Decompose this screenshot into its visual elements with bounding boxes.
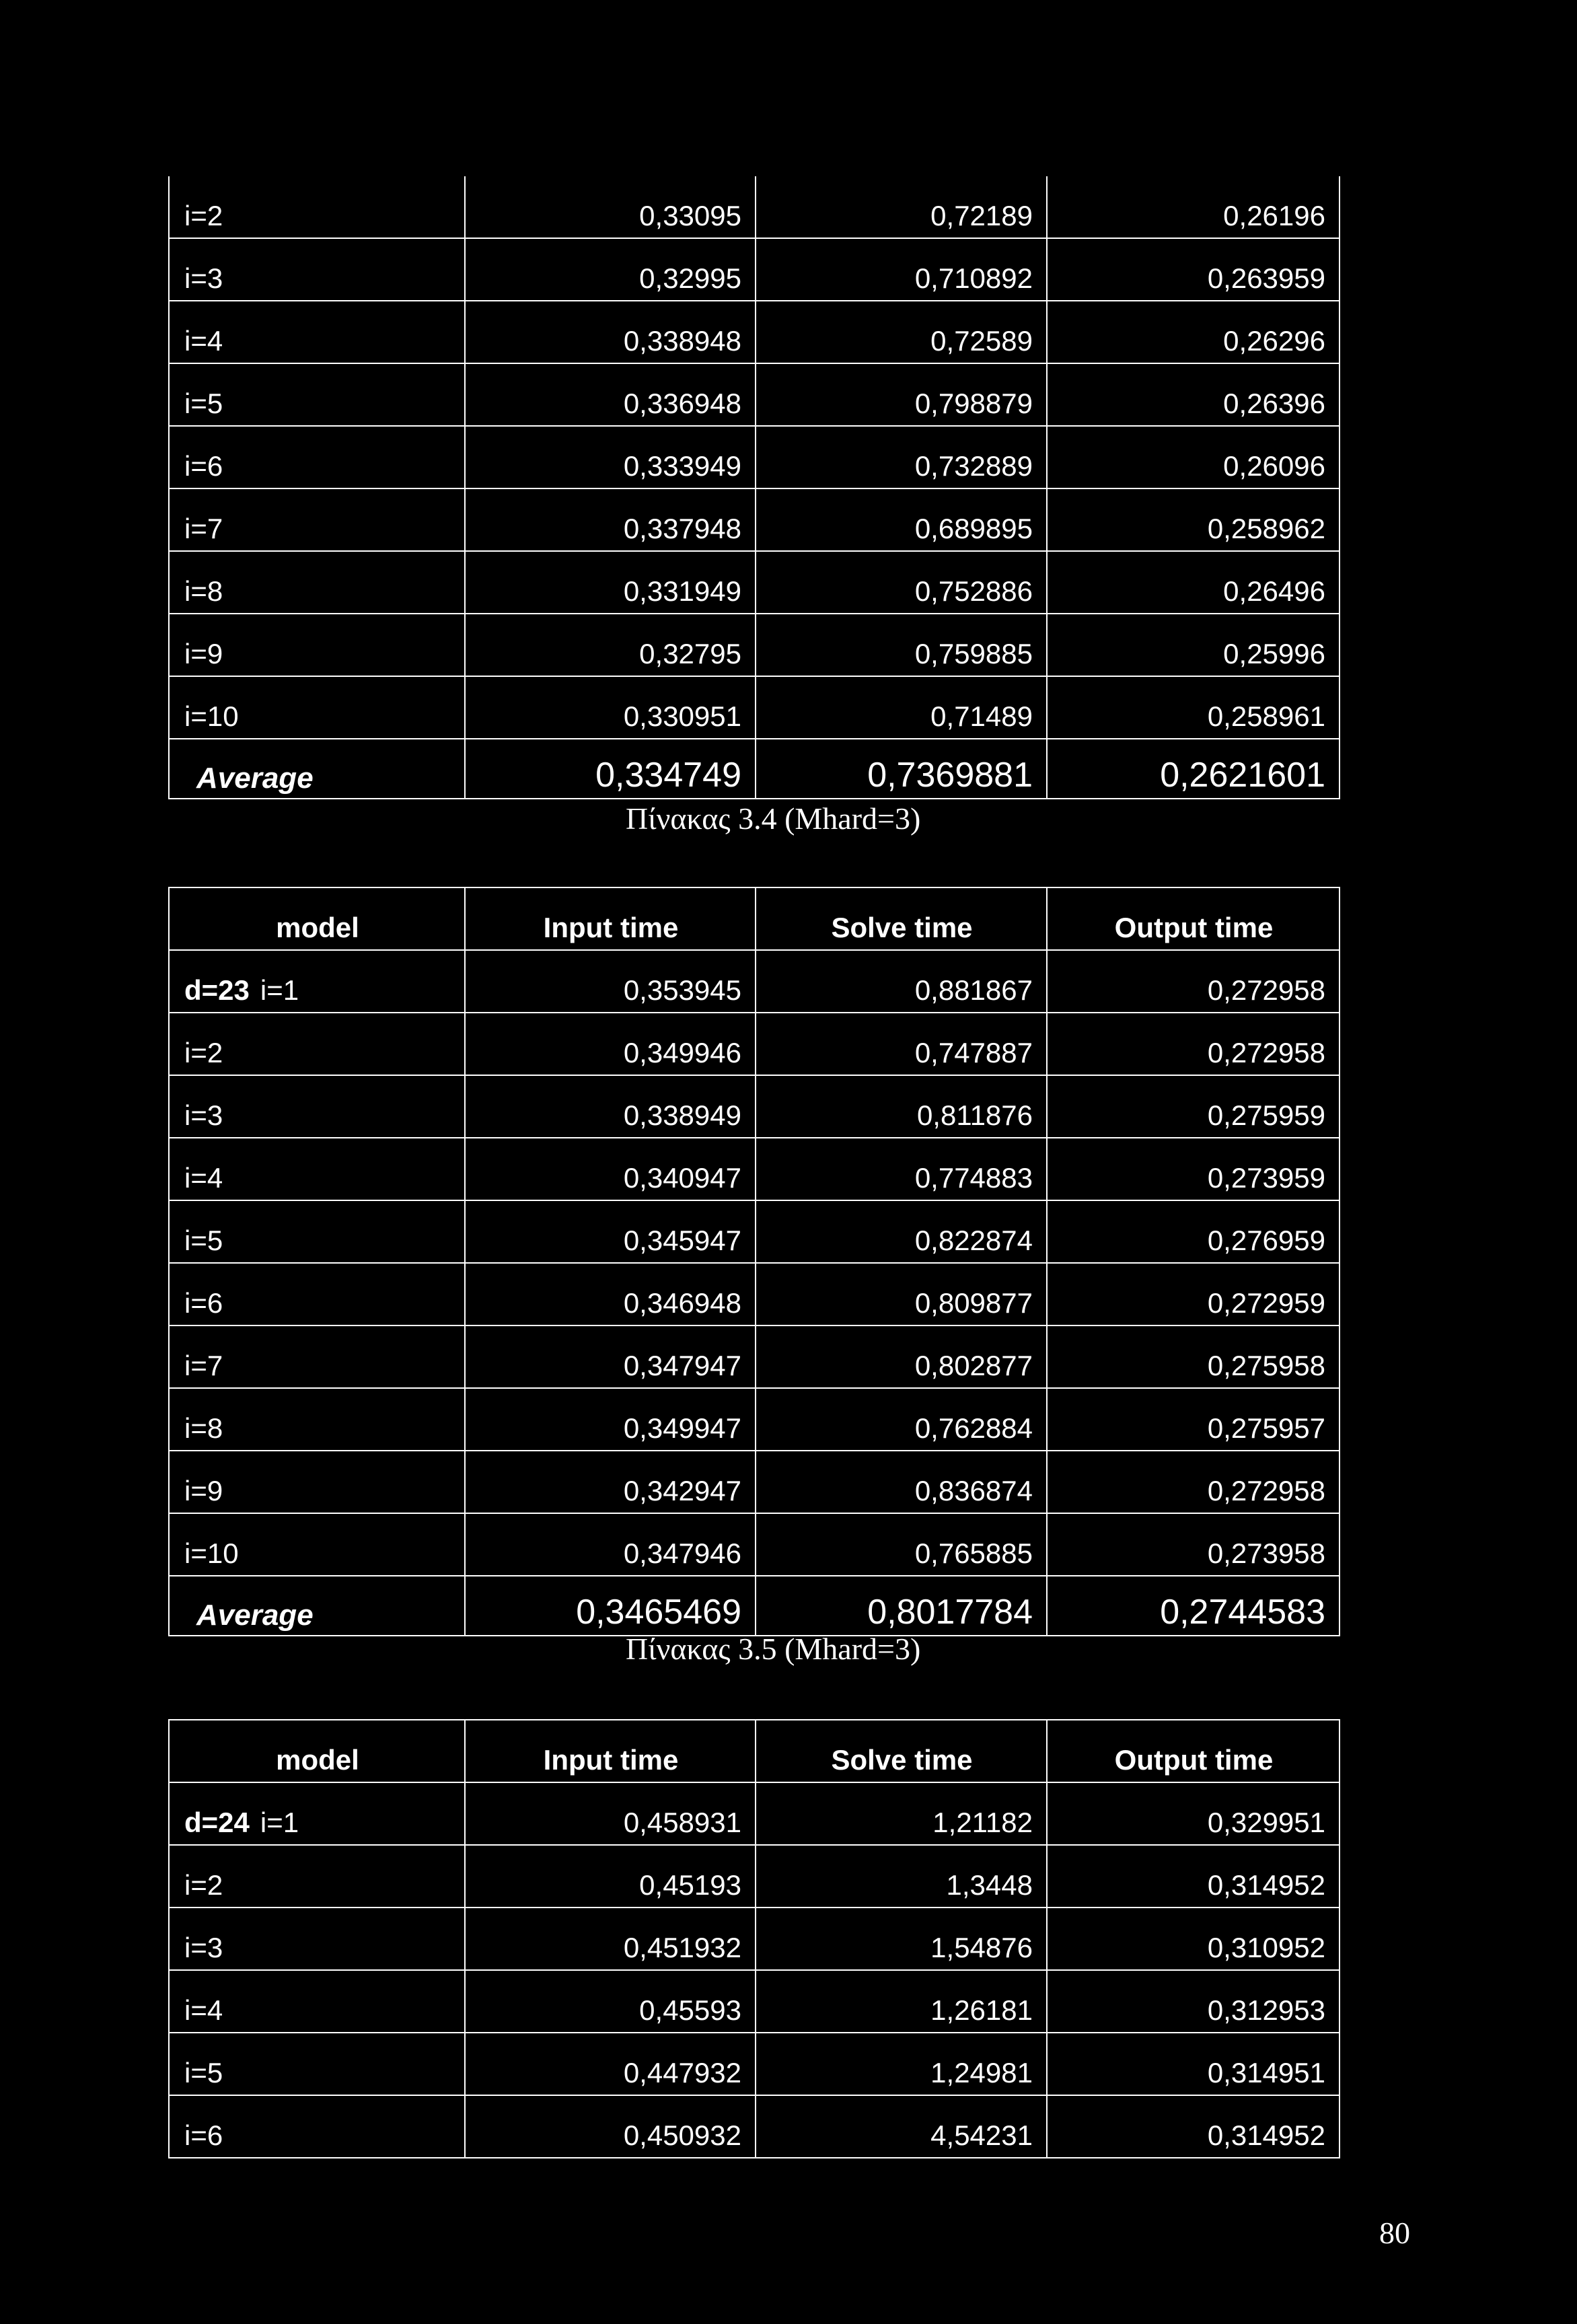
output-time-cell: 0,272958 — [1047, 1451, 1340, 1513]
input-time-cell: 0,458931 — [465, 1782, 756, 1845]
solve-time-cell: 0,765885 — [756, 1513, 1047, 1576]
input-time-cell: 0,349947 — [465, 1388, 756, 1451]
output-time-cell: 0,310952 — [1047, 1908, 1340, 1970]
header-solve-time: Solve time — [756, 1720, 1047, 1782]
row-label: i=3 — [169, 1908, 465, 1970]
row-label: i=2 — [169, 176, 465, 238]
table-row — [169, 676, 1340, 739]
input-time-cell: 0,32995 — [465, 238, 756, 301]
header-output-time: Output time — [1047, 1720, 1340, 1782]
solve-time-cell: 0,689895 — [756, 488, 1047, 551]
row-label: i=6 — [169, 1263, 465, 1326]
output-time-cell: 0,273959 — [1047, 1138, 1340, 1200]
table-caption-3-4: Πίνακας 3.4 (Mhard=3) — [626, 801, 921, 836]
average-output-time: 0,2744583 — [1047, 1576, 1340, 1636]
solve-time-cell: 0,72189 — [756, 176, 1047, 238]
table-row — [169, 1388, 1340, 1451]
average-input-time: 0,3465469 — [465, 1576, 756, 1636]
input-time-cell: 0,32795 — [465, 614, 756, 676]
table-row — [169, 950, 1340, 1013]
input-time-cell: 0,451932 — [465, 1908, 756, 1970]
solve-time-cell: 1,26181 — [756, 1970, 1047, 2033]
output-time-cell: 0,314952 — [1047, 2095, 1340, 2158]
input-time-cell: 0,338948 — [465, 301, 756, 363]
row-label: i=2 — [169, 1013, 465, 1075]
table-body — [169, 176, 1340, 799]
output-time-cell: 0,26196 — [1047, 176, 1340, 238]
output-time-cell: 0,275959 — [1047, 1075, 1340, 1138]
solve-time-cell: 0,71489 — [756, 676, 1047, 739]
row-label: i=10 — [169, 676, 465, 739]
solve-time-cell: 0,747887 — [756, 1013, 1047, 1075]
table-row — [169, 426, 1340, 488]
solve-time-cell: 0,836874 — [756, 1451, 1047, 1513]
output-time-cell: 0,25996 — [1047, 614, 1340, 676]
row-label: i=8 — [169, 551, 465, 614]
row-label: i=9 — [169, 614, 465, 676]
output-time-cell: 0,263959 — [1047, 238, 1340, 301]
row-label: i=7 — [169, 1326, 465, 1388]
header-input-time: Input time — [465, 1720, 756, 1782]
output-time-cell: 0,272959 — [1047, 1263, 1340, 1326]
input-time-cell: 0,346948 — [465, 1263, 756, 1326]
model-d-label: d=23 — [184, 974, 250, 1006]
row-label: i=6 — [169, 426, 465, 488]
row-label — [169, 1782, 465, 1845]
input-time-cell: 0,333949 — [465, 426, 756, 488]
output-time-cell: 0,312953 — [1047, 1970, 1340, 2033]
row-label: i=4 — [169, 1138, 465, 1200]
table-row — [169, 2095, 1340, 2158]
input-time-cell: 0,450932 — [465, 2095, 756, 2158]
average-output-time: 0,2621601 — [1047, 739, 1340, 799]
output-time-cell: 0,275958 — [1047, 1326, 1340, 1388]
table-header-row — [169, 887, 1340, 950]
output-time-cell: 0,258961 — [1047, 676, 1340, 739]
header-model: model — [169, 1720, 465, 1782]
solve-time-cell: 1,24981 — [756, 2033, 1047, 2095]
table-row — [169, 1970, 1340, 2033]
header-input-time: Input time — [465, 887, 756, 950]
solve-time-cell: 0,822874 — [756, 1200, 1047, 1263]
average-label: Average — [169, 1576, 465, 1636]
table-header-row — [169, 1720, 1340, 1782]
row-label: i=3 — [169, 238, 465, 301]
solve-time-cell: 0,802877 — [756, 1326, 1047, 1388]
output-time-cell: 0,26096 — [1047, 426, 1340, 488]
header-model: model — [169, 887, 465, 950]
table-row — [169, 1845, 1340, 1908]
output-time-cell: 0,258962 — [1047, 488, 1340, 551]
input-time-cell: 0,337948 — [465, 488, 756, 551]
solve-time-cell: 0,72589 — [756, 301, 1047, 363]
input-time-cell: 0,340947 — [465, 1138, 756, 1200]
output-time-cell: 0,272958 — [1047, 1013, 1340, 1075]
solve-time-cell: 0,798879 — [756, 363, 1047, 426]
output-time-cell: 0,26296 — [1047, 301, 1340, 363]
row-label: i=9 — [169, 1451, 465, 1513]
input-time-cell: 0,347947 — [465, 1326, 756, 1388]
average-row — [169, 1576, 1340, 1636]
solve-time-cell: 0,774883 — [756, 1138, 1047, 1200]
average-solve-time: 0,8017784 — [756, 1576, 1047, 1636]
results-table-d24 — [168, 1719, 1340, 2158]
input-time-cell: 0,353945 — [465, 950, 756, 1013]
row-label: i=7 — [169, 488, 465, 551]
iteration-label: i=1 — [260, 974, 299, 1006]
row-label — [169, 950, 465, 1013]
row-label: i=4 — [169, 301, 465, 363]
table-row — [169, 1513, 1340, 1576]
input-time-cell: 0,447932 — [465, 2033, 756, 2095]
table-row — [169, 488, 1340, 551]
table-row — [169, 1075, 1340, 1138]
input-time-cell: 0,45593 — [465, 1970, 756, 2033]
output-time-cell: 0,329951 — [1047, 1782, 1340, 1845]
solve-time-cell: 0,710892 — [756, 238, 1047, 301]
table-row — [169, 176, 1340, 238]
output-time-cell: 0,273958 — [1047, 1513, 1340, 1576]
results-table-d22 — [168, 176, 1340, 799]
solve-time-cell: 0,811876 — [756, 1075, 1047, 1138]
header-solve-time: Solve time — [756, 887, 1047, 950]
output-time-cell: 0,314951 — [1047, 2033, 1340, 2095]
row-label: i=5 — [169, 2033, 465, 2095]
input-time-cell: 0,45193 — [465, 1845, 756, 1908]
table-row — [169, 1200, 1340, 1263]
solve-time-cell: 1,3448 — [756, 1845, 1047, 1908]
row-label: i=5 — [169, 363, 465, 426]
output-time-cell: 0,26496 — [1047, 551, 1340, 614]
input-time-cell: 0,338949 — [465, 1075, 756, 1138]
results-table-d23 — [168, 887, 1340, 1636]
input-time-cell: 0,330951 — [465, 676, 756, 739]
table-row — [169, 614, 1340, 676]
solve-time-cell: 0,752886 — [756, 551, 1047, 614]
output-time-cell: 0,275957 — [1047, 1388, 1340, 1451]
table-body — [169, 950, 1340, 1636]
average-row — [169, 739, 1340, 799]
table-row — [169, 1908, 1340, 1970]
table-row — [169, 2033, 1340, 2095]
table-row — [169, 1326, 1340, 1388]
input-time-cell: 0,33095 — [465, 176, 756, 238]
page-number: 80 — [1379, 2216, 1410, 2250]
row-label: i=4 — [169, 1970, 465, 2033]
solve-time-cell: 1,21182 — [756, 1782, 1047, 1845]
table-row — [169, 1451, 1340, 1513]
table-row — [169, 1782, 1340, 1845]
input-time-cell: 0,342947 — [465, 1451, 756, 1513]
table-caption-3-5: Πίνακας 3.5 (Mhard=3) — [626, 1632, 921, 1666]
row-label: i=6 — [169, 2095, 465, 2158]
input-time-cell: 0,336948 — [465, 363, 756, 426]
solve-time-cell: 1,54876 — [756, 1908, 1047, 1970]
output-time-cell: 0,314952 — [1047, 1845, 1340, 1908]
average-input-time: 0,334749 — [465, 739, 756, 799]
solve-time-cell: 0,762884 — [756, 1388, 1047, 1451]
input-time-cell: 0,347946 — [465, 1513, 756, 1576]
output-time-cell: 0,276959 — [1047, 1200, 1340, 1263]
table-row — [169, 1263, 1340, 1326]
row-label: i=5 — [169, 1200, 465, 1263]
table-body — [169, 1782, 1340, 2158]
solve-time-cell: 0,809877 — [756, 1263, 1047, 1326]
table-row — [169, 301, 1340, 363]
header-output-time: Output time — [1047, 887, 1340, 950]
average-solve-time: 0,7369881 — [756, 739, 1047, 799]
output-time-cell: 0,272958 — [1047, 950, 1340, 1013]
input-time-cell: 0,331949 — [465, 551, 756, 614]
input-time-cell: 0,345947 — [465, 1200, 756, 1263]
input-time-cell: 0,349946 — [465, 1013, 756, 1075]
row-label: i=10 — [169, 1513, 465, 1576]
model-d-label: d=24 — [184, 1807, 250, 1838]
solve-time-cell: 0,881867 — [756, 950, 1047, 1013]
table-row — [169, 238, 1340, 301]
table-row — [169, 1013, 1340, 1075]
row-label: i=8 — [169, 1388, 465, 1451]
table-row — [169, 363, 1340, 426]
output-time-cell: 0,26396 — [1047, 363, 1340, 426]
iteration-label: i=1 — [260, 1807, 299, 1838]
row-label: i=3 — [169, 1075, 465, 1138]
table-row — [169, 551, 1340, 614]
solve-time-cell: 0,732889 — [756, 426, 1047, 488]
solve-time-cell: 0,759885 — [756, 614, 1047, 676]
solve-time-cell: 4,54231 — [756, 2095, 1047, 2158]
table-row — [169, 1138, 1340, 1200]
average-label: Average — [169, 739, 465, 799]
row-label: i=2 — [169, 1845, 465, 1908]
